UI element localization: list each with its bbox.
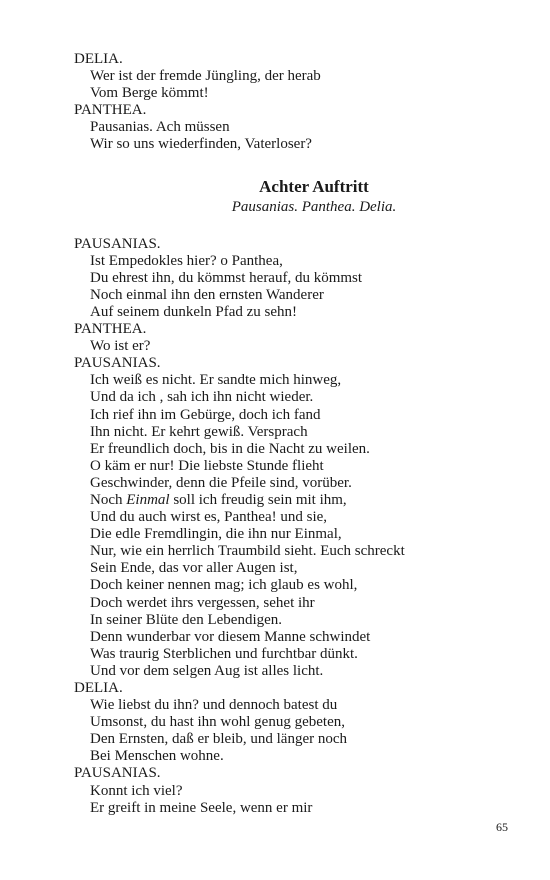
speaker-name: PANTHEA.	[74, 102, 147, 119]
verse-line: Auf seinem dunkeln Pfad zu sehn!	[90, 303, 298, 320]
verse-line: Ihn nicht. Er kehrt gewiß. Versprach	[90, 423, 308, 440]
verse-line: Vom Berge kömmt!	[90, 85, 209, 102]
verse-line: Du ehrest ihn, du kömmst herauf, du kömmst	[90, 269, 363, 286]
verse-line: Nur, wie ein herrlich Traumbild sieht. Euch schreckt	[90, 543, 405, 560]
verse-line: Wie liebst du ihn? und dennoch batest du	[90, 697, 338, 714]
verse-line-emphasis	[74, 492, 494, 509]
verse-line: Und du auch wirst es, Panthea! und sie,	[90, 509, 328, 526]
verse-line: Umsonst, du hast ihn wohl genug gebeten,	[90, 714, 345, 731]
verse-line: Noch einmal ihn den ernsten Wanderer	[90, 286, 324, 303]
speaker-name: DELIA.	[74, 680, 123, 696]
speaker-name: PANTHEA.	[74, 321, 147, 338]
verse-line: Konnt ich viel?	[90, 782, 183, 799]
verse-line: Ist Empedokles hier? o Panthea,	[90, 252, 283, 269]
verse-line: O käm er nur! Die liebste Stunde flieht	[90, 457, 324, 474]
scene-characters: Pausanias. Panthea. Delia.	[231, 198, 397, 215]
verse-line: Was traurig Sterblichen und furchtbar dünkt.	[90, 645, 358, 662]
emphasized-word: Einmal	[126, 491, 170, 508]
verse-line: In seiner Blüte den Lebendigen.	[90, 611, 283, 628]
verse-line: Denn wunderbar vor diesem Manne schwindet	[90, 628, 371, 645]
verse-text: Noch	[90, 491, 127, 508]
verse-line: Ich weiß es nicht. Er sandte mich hinweg,	[90, 372, 342, 389]
verse-line: Den Ernsten, daß er bleib, und länger noch	[90, 731, 347, 748]
scene-heading: Achter Auftritt	[259, 176, 369, 196]
speaker-name: PAUSANIAS.	[74, 355, 161, 372]
verse-line: Doch werdet ihrs vergessen, sehet ihr	[90, 594, 315, 611]
verse-line: Die edle Fremdlingin, die ihn nur Einmal,	[90, 526, 342, 543]
verse-line: Bei Menschen wohne.	[90, 748, 224, 765]
verse-line: Er greift in meine Seele, wenn er mir	[90, 799, 313, 816]
verse-line: Er freundlich doch, bis in die Nacht zu weilen.	[90, 440, 370, 457]
verse-line: Und da ich , sah ich ihn nicht wieder.	[90, 389, 314, 406]
verse-line: Ich rief ihn im Gebürge, doch ich fand	[90, 406, 321, 423]
verse-line: Und vor dem selgen Aug ist alles licht.	[90, 662, 324, 679]
verse-text: soll ich freudig sein mit ihm,	[169, 491, 347, 508]
speaker-name: PAUSANIAS.	[74, 235, 161, 252]
verse-line: Geschwinder, denn die Pfeile sind, vorüber.	[90, 474, 352, 491]
verse-line: Wo ist er?	[90, 338, 151, 355]
speaker-name: PAUSANIAS.	[74, 765, 161, 782]
verse-line: Wir so uns wiederfinden, Vaterloser?	[90, 136, 312, 153]
page-number: 65	[496, 820, 508, 834]
verse-line: Sein Ende, das vor aller Augen ist,	[90, 560, 298, 577]
speaker-name: DELIA.	[74, 51, 123, 67]
verse-line: Doch keiner nennen mag; ich glaub es wohl,	[90, 577, 358, 594]
verse-line: Wer ist der fremde Jüngling, der herab	[90, 68, 321, 85]
verse-line: Pausanias. Ach müssen	[90, 119, 230, 136]
text-block	[74, 51, 494, 817]
